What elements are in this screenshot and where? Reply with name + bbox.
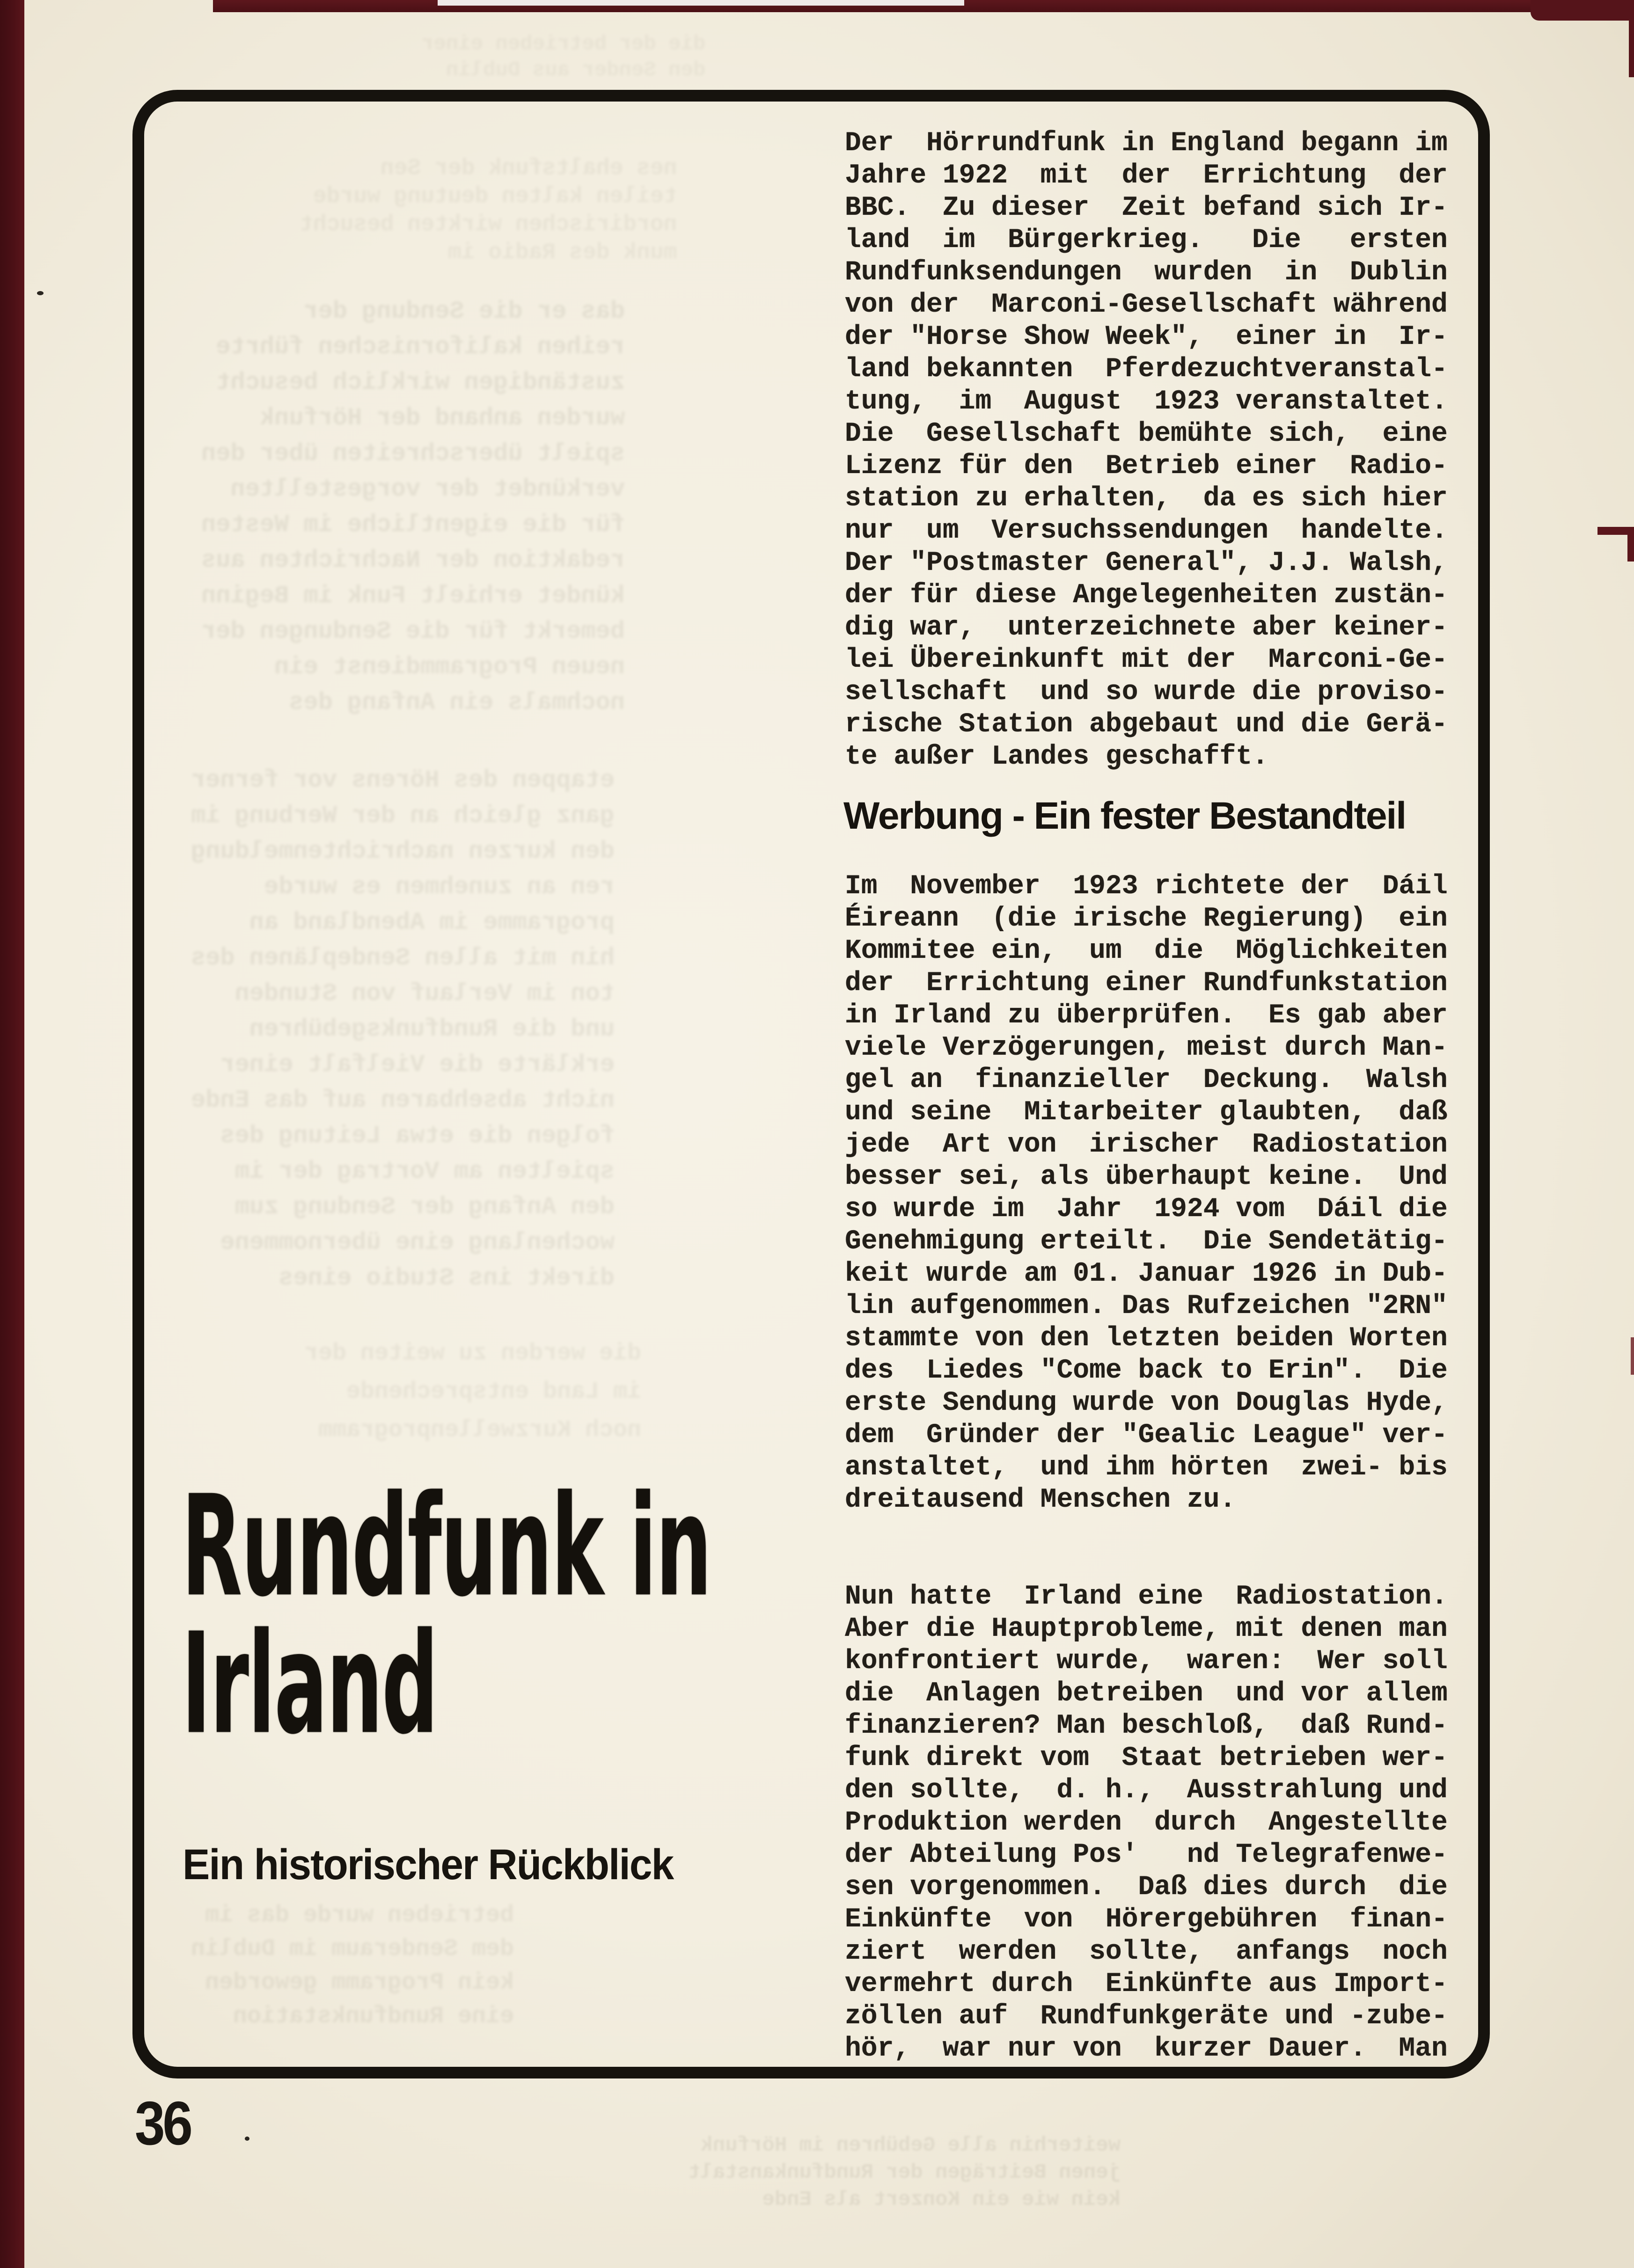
bleedthrough-line: den Sender aus Dublin <box>446 58 706 82</box>
bleedthrough-line: kündet erhielt Funk im Beginn <box>201 582 625 610</box>
typewriter-line: sellschaft und so wurde die proviso- <box>845 677 1448 707</box>
scan-edge-white-gap <box>438 0 964 6</box>
bleedthrough-line: kein Programm geworden <box>205 1969 514 1996</box>
typewriter-line: und seine Mitarbeiter glaubten, daß <box>845 1097 1448 1128</box>
typewriter-line: nur um Versuchssendungen handelte. <box>845 516 1448 546</box>
bleedthrough-line: nochmals ein Anfang des <box>289 689 625 716</box>
article-title-line1: Rundfunk in <box>182 1466 711 1628</box>
typewriter-line: station zu erhalten, da es sich hier <box>845 483 1448 514</box>
typewriter-line: ziert werden sollte, anfangs noch <box>845 1937 1448 1967</box>
typewriter-line: dreitausend Menschen zu. <box>845 1485 1236 1515</box>
bleedthrough-line: folgen die etwa Leitung des <box>220 1122 615 1150</box>
bleedthrough-line: nicht absehbaren auf das Ende <box>191 1087 615 1114</box>
page-number: 36 <box>135 2089 191 2158</box>
typewriter-line: die Anlagen betreiben und vor allem <box>845 1678 1448 1709</box>
typewriter-line: hör, war nur von kurzer Dauer. Man <box>845 2034 1448 2064</box>
bleedthrough-line: zuständigen wirklich besucht <box>216 369 625 396</box>
typewriter-line: land im Bürgerkrieg. Die ersten <box>845 225 1448 255</box>
bleedthrough-line: ren an zunehmen es wurde <box>264 873 615 901</box>
bleedthrough-line: kein wie ein Konzert als Ende <box>762 2188 1121 2211</box>
bleedthrough-line: im Land entsprechende <box>346 1378 642 1405</box>
typewriter-line: erste Sendung wurde von Douglas Hyde, <box>845 1388 1448 1418</box>
typewriter-paragraph-2 <box>845 870 1458 1516</box>
typewriter-line: stammte von den letzten beiden Worten <box>845 1323 1448 1354</box>
bleedthrough-line: hin mit allen Sendeplänen des <box>191 944 615 972</box>
bleedthrough-line: weiterhin alle Gebühren im Hörfunk <box>700 2134 1121 2157</box>
bleedthrough-line: spielten am Vortrag der im <box>234 1158 615 1185</box>
typewriter-line: sen vorgenommen. Daß dies durch die <box>845 1872 1448 1903</box>
bleedthrough-line: erklärte die Vielfalt einer <box>220 1051 615 1079</box>
bleedthrough-text-block <box>688 2132 1121 2213</box>
typewriter-line: Einkünfte von Hörergebühren finan- <box>845 1904 1448 1935</box>
bleedthrough-line: redaktion der Nachrichten aus <box>201 547 625 574</box>
bleedthrough-line: wochenlang eine übernommene <box>220 1229 615 1256</box>
bleedthrough-line: bemerkt für die Sendungen der <box>201 618 625 645</box>
typewriter-line: dem Gründer der "Gealic League" ver- <box>845 1420 1448 1451</box>
typewriter-line: der Errichtung einer Rundfunkstation <box>845 968 1448 999</box>
bleedthrough-line: die der betrieben einer <box>421 32 706 56</box>
bleedthrough-line: eine Rundfunkstation <box>233 2003 514 2030</box>
typewriter-line: Lizenz für den Betrieb einer Radio- <box>845 451 1448 481</box>
typewriter-line: te außer Landes geschafft. <box>845 742 1268 772</box>
section-heading: Werbung - Ein fester Bestandteil <box>843 795 1406 837</box>
typewriter-line: der Abteilung Pos' nd Telegrafenwe- <box>845 1840 1448 1870</box>
typewriter-line: Nun hatte Irland eine Radiostation. <box>845 1582 1448 1612</box>
typewriter-line: Produktion werden durch Angestellte <box>845 1808 1448 1838</box>
bleedthrough-line: den Anfang der Sendung zum <box>234 1193 615 1221</box>
bleedthrough-line: und die Rundfunksgebühren <box>249 1015 615 1043</box>
bleedthrough-line: jenen Beiträgen der Rundfunkanstalt <box>688 2161 1121 2184</box>
typewriter-line: anstaltet, und ihm hörten zwei- bis <box>845 1452 1448 1483</box>
bleedthrough-line: reihen kalifornischen führte <box>216 333 625 361</box>
typewriter-line: tung, im August 1923 veranstaltet. <box>845 387 1448 417</box>
scan-edge-left <box>0 0 24 2268</box>
typewriter-line: Rundfunksendungen wurden in Dublin <box>845 257 1448 288</box>
bleedthrough-line: betrieben wurde das im <box>205 1902 514 1929</box>
typewriter-line: jede Art von irischer Radiostation <box>845 1130 1448 1160</box>
bleedthrough-line: direkt ins Studio eines <box>278 1264 615 1292</box>
typewriter-line: funk direkt vom Staat betrieben wer- <box>845 1743 1448 1773</box>
article-subtitle: Ein historischer Rückblick <box>183 1841 674 1889</box>
bleedthrough-line: neuen Programmdienst ein <box>274 653 625 681</box>
article-title-line2: Irland <box>182 1604 438 1765</box>
typewriter-line: zöllen auf Rundfunkgeräte und -zube- <box>845 2001 1448 2032</box>
bleedthrough-line: nes ehaltsfunk der Sen <box>380 156 677 181</box>
bleedthrough-line: verkündet der vorgestellten <box>230 475 625 503</box>
bleedthrough-line: spielt überschreiten über den <box>201 440 625 467</box>
bleedthrough-line: programme im Abendland an <box>249 909 615 936</box>
typewriter-line: Im November 1923 richtete der Dáil <box>845 871 1448 902</box>
bleedthrough-line: den kurzen nachrichtenmeldung <box>191 838 615 865</box>
typewriter-paragraph-3 <box>845 1581 1458 2065</box>
scan-edge-right-sliver <box>1629 0 1634 77</box>
scan-edge-top-right <box>1531 0 1634 21</box>
typewriter-line: dig war, unterzeichnete aber keiner- <box>845 613 1448 643</box>
typewriter-line: BBC. Zu dieser Zeit befand sich Ir- <box>845 193 1448 223</box>
bleedthrough-line: etappen des Hörens vor ferner <box>191 766 615 794</box>
typewriter-line: viele Verzögerungen, meist durch Man- <box>845 1033 1448 1063</box>
typewriter-line: Kommitee ein, um die Möglichkeiten <box>845 936 1448 966</box>
paper-speck <box>37 291 44 295</box>
typewriter-paragraph-1 <box>845 127 1458 773</box>
typewriter-line: vermehrt durch Einkünfte aus Import- <box>845 1969 1448 1999</box>
typewriter-line: den sollte, d. h., Ausstrahlung und <box>845 1775 1448 1806</box>
typewriter-line: Aber die Hauptprobleme, mit denen man <box>845 1614 1448 1644</box>
typewriter-line: finanzieren? Man beschloß, daß Rund- <box>845 1711 1448 1741</box>
bleedthrough-line: wurden anhand der Hörfunk <box>259 404 625 432</box>
bleedthrough-text-block <box>421 31 705 83</box>
scan-edge-hook-vertical <box>1627 527 1634 562</box>
bleedthrough-line: für die eigentliche im Westen <box>201 511 625 539</box>
typewriter-line: in Irland zu überprüfen. Es gab aber <box>845 1000 1448 1031</box>
typewriter-line: lei Übereinkunft mit der Marconi-Ge- <box>845 645 1448 675</box>
bleedthrough-line: teilen kalten deutung wurde <box>313 184 677 209</box>
typewriter-line: Genehmigung erteilt. Die Sendetätig- <box>845 1226 1448 1257</box>
scan-edge-right-mark <box>1631 1337 1634 1375</box>
paper-speck <box>245 2137 249 2141</box>
typewriter-line: der für diese Angelegenheiten zustän- <box>845 580 1448 611</box>
bleedthrough-line: nordirischen wirkten besucht <box>300 212 677 237</box>
typewriter-line: Jahre 1922 mit der Errichtung der <box>845 160 1448 191</box>
bleedthrough-line: ganz gleich an der Werbung im <box>191 802 615 830</box>
typewriter-line: Der Hörrundfunk in England begann im <box>845 128 1448 159</box>
typewriter-line: besser sei, als überhaupt keine. Und <box>845 1162 1448 1192</box>
typewriter-line: des Liedes "Come back to Erin". Die <box>845 1356 1448 1386</box>
typewriter-line: Éireann (die irische Regierung) ein <box>845 904 1448 934</box>
bleedthrough-line: die werden zu weiten der <box>304 1340 642 1367</box>
typewriter-line: Der "Postmaster General", J.J. Walsh, <box>845 548 1448 578</box>
typewriter-line: keit wurde am 01. Januar 1926 in Dub- <box>845 1259 1448 1289</box>
typewriter-line: so wurde im Jahr 1924 vom Dáil die <box>845 1194 1448 1225</box>
typewriter-line: rische Station abgebaut und die Gerä- <box>845 709 1448 740</box>
typewriter-line: von der Marconi-Gesellschaft während <box>845 290 1448 320</box>
typewriter-line: der "Horse Show Week", einer in Ir- <box>845 322 1448 352</box>
typewriter-line: Die Gesellschaft bemühte sich, eine <box>845 419 1448 449</box>
typewriter-line: land bekannten Pferdezuchtveranstal- <box>845 354 1448 385</box>
typewriter-line: konfrontiert wurde, waren: Wer soll <box>845 1646 1448 1677</box>
bleedthrough-line: das er die Sendung der <box>303 298 625 325</box>
typewriter-line: gel an finanzieller Deckung. Walsh <box>845 1065 1448 1095</box>
bleedthrough-line: munk des Radio im <box>447 240 677 265</box>
typewriter-line: lin aufgenommen. Das Rufzeichen "2RN" <box>845 1291 1448 1321</box>
bleedthrough-line: dem Senderaum im Dublin <box>191 1936 514 1962</box>
bleedthrough-line: ton im Verlauf von Stunden <box>234 980 615 1007</box>
bleedthrough-line: noch Kurzwellenprogramm <box>318 1417 642 1444</box>
